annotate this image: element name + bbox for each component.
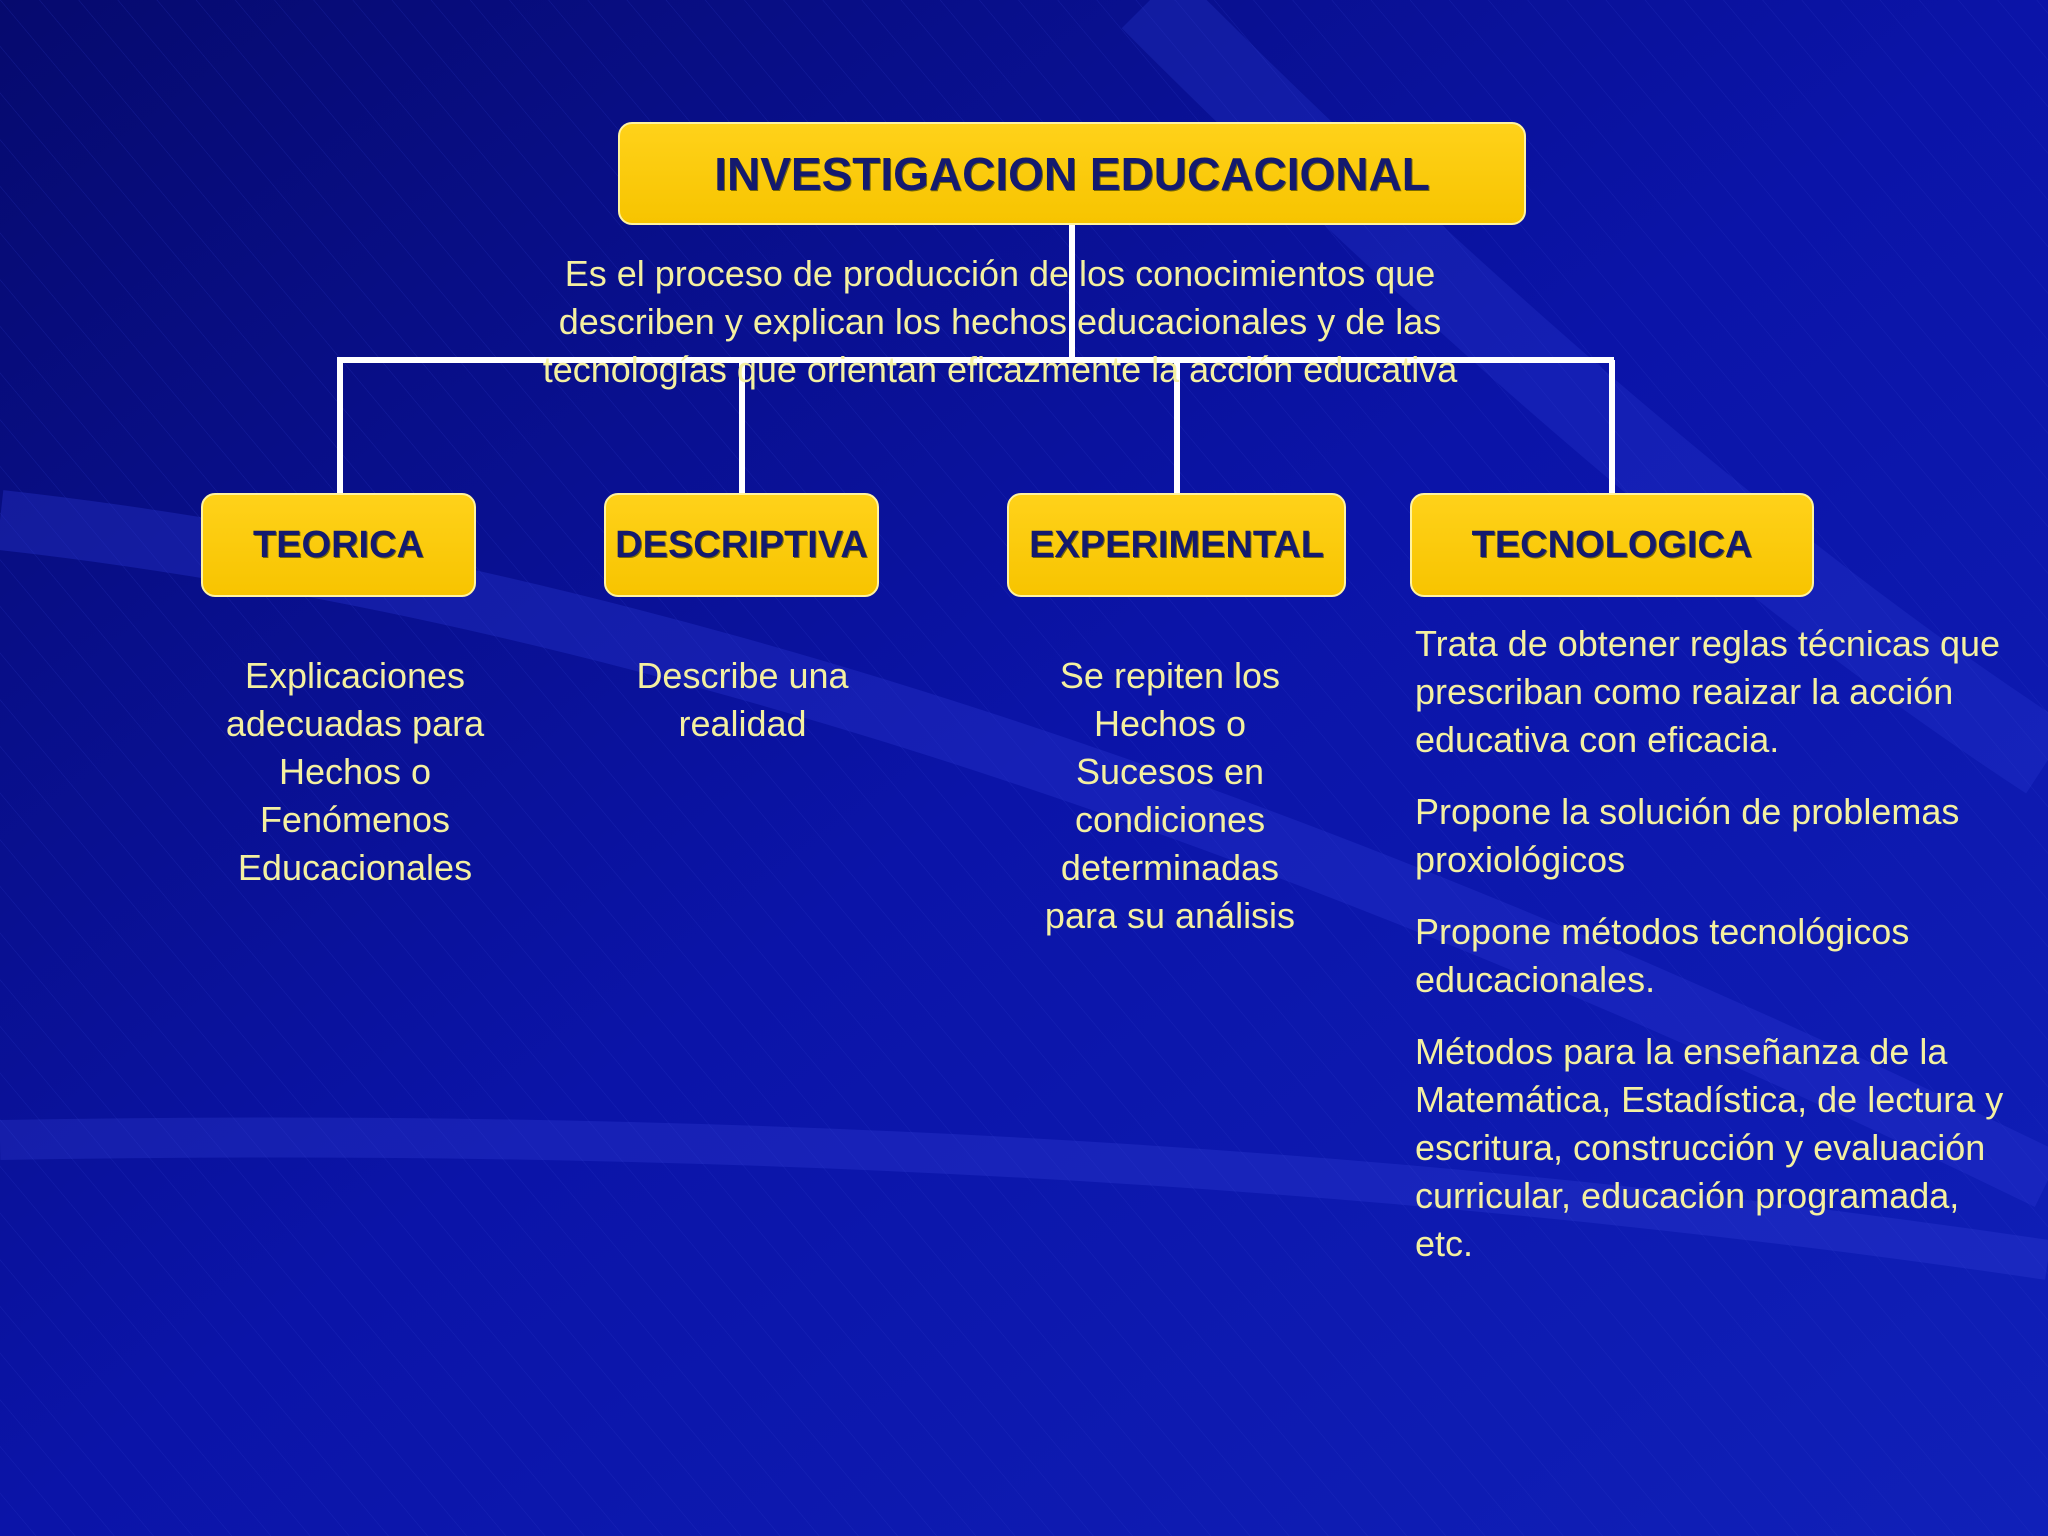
root-node-title: INVESTIGACION EDUCACIONAL <box>714 147 1430 200</box>
root-node-box <box>618 122 1526 225</box>
tecnologica-item: Métodos para la enseñanza de la Matemática, Estadística, de lectura y escritura, construcción y evaluación curricular, educación programada, etc. <box>1415 1031 2004 1264</box>
teorica-description: Explicaciones adecuadas para Hechos o Fenómenos Educacionales <box>225 655 485 888</box>
node-teorica-label: TEORICA <box>253 523 424 566</box>
tecnologica-item: Trata de obtener reglas técnicas que prescriban como reaizar la acción educativa con eficacia. <box>1415 623 2001 760</box>
tecnologica-description-list <box>1415 620 2015 1292</box>
root-definition-text: Es el proceso de producción de los conocimientos que describen y explican los hechos educacionales y de las tecnologías que orientan eficazmente la acción educativa <box>542 253 1458 390</box>
node-tecnologica-label: TECNOLOGICA <box>1471 523 1753 566</box>
tecnologica-item: Propone métodos tecnológicos educacionales. <box>1415 911 1910 1000</box>
node-teorica <box>201 493 476 597</box>
node-experimental <box>1007 493 1346 597</box>
node-experimental-label: EXPERIMENTAL <box>1029 523 1324 566</box>
node-descriptiva <box>604 493 879 597</box>
descriptiva-description: Describe una realidad <box>636 655 849 744</box>
experimental-description: Se repiten los Hechos o Sucesos en condiciones determinadas para su análisis <box>1044 655 1296 936</box>
node-tecnologica <box>1410 493 1814 597</box>
tecnologica-item: Propone la solución de problemas proxiológicos <box>1415 791 1960 880</box>
node-descriptiva-label: DESCRIPTIVA <box>615 523 868 566</box>
